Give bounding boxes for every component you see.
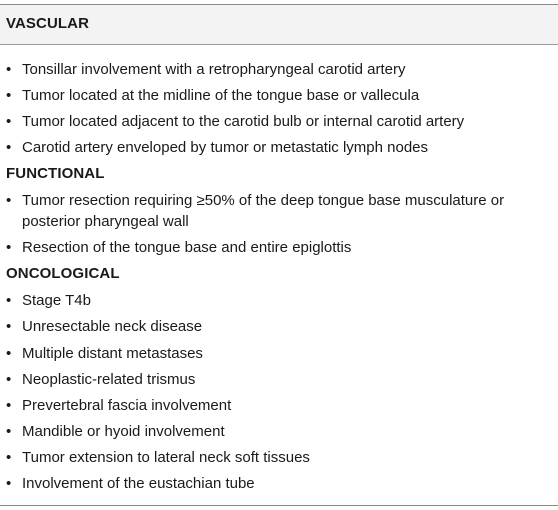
list-item: • Unresectable neck disease — [6, 318, 203, 335]
bullet-icon: • — [6, 61, 12, 78]
list-item: • Tumor located at the midline of the tongue base or vallecula — [6, 87, 420, 104]
list-item: • Carotid artery enveloped by tumor or metastatic lymph nodes — [6, 139, 429, 156]
list-item: • Stage T4b — [6, 292, 91, 309]
list-item: • Prevertebral fascia involvement — [6, 397, 232, 414]
list-item: • Neoplastic-related trismus — [6, 371, 196, 388]
list-item: • Tumor located adjacent to the carotid bulb or internal carotid artery — [6, 113, 465, 130]
table-bottom-rule — [0, 505, 558, 506]
bullet-icon: • — [6, 192, 12, 209]
header-divider — [0, 44, 558, 45]
list-item: • Tumor resection requiring ≥50% of the deep tongue base musculature or — [6, 192, 505, 209]
list-item: • Multiple distant metastases — [6, 345, 203, 362]
bullet-icon: • — [6, 139, 12, 156]
bullet-icon: • — [6, 345, 12, 362]
section-title-oncological: ONCOLOGICAL — [6, 265, 120, 282]
section-title-functional: FUNCTIONAL — [6, 165, 105, 182]
list-item: • Involvement of the eustachian tube — [6, 475, 255, 492]
bullet-icon: • — [6, 371, 12, 388]
bullet-icon: • — [6, 397, 12, 414]
bullet-icon: • — [6, 292, 12, 309]
list-item-continuation: posterior pharyngeal wall — [22, 213, 189, 230]
bullet-icon: • — [6, 113, 12, 130]
bullet-icon: • — [6, 449, 12, 466]
list-item: • Mandible or hyoid involvement — [6, 423, 225, 440]
list-item: • Resection of the tongue base and entire epiglottis — [6, 239, 352, 256]
bullet-icon: • — [6, 318, 12, 335]
bullet-icon: • — [6, 475, 12, 492]
bullet-icon: • — [6, 239, 12, 256]
list-item: • Tonsillar involvement with a retropharyngeal carotid artery — [6, 61, 406, 78]
section-title-vascular: VASCULAR — [6, 15, 90, 32]
list-item: • Tumor extension to lateral neck soft tissues — [6, 449, 310, 466]
bullet-icon: • — [6, 423, 12, 440]
bullet-icon: • — [6, 87, 12, 104]
